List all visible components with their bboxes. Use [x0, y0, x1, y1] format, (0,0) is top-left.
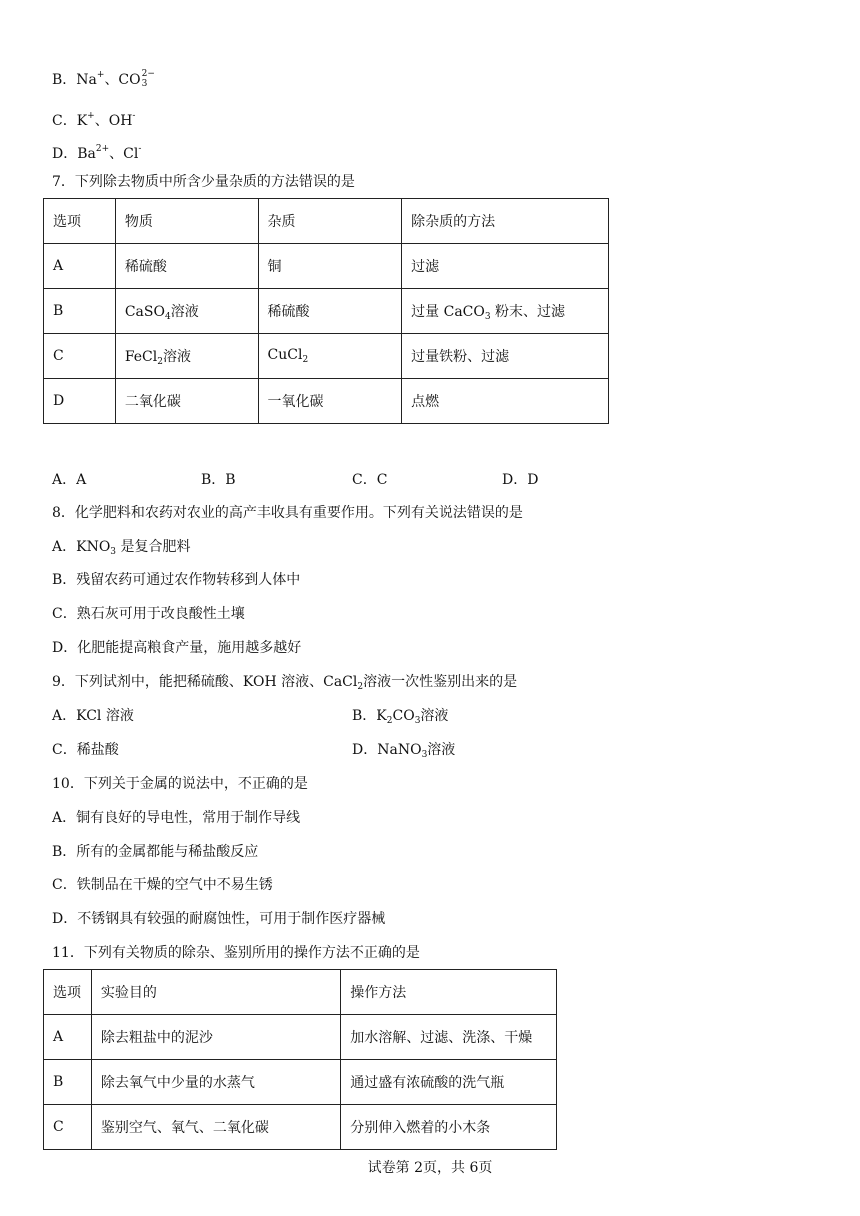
q6-option-c: C．K+、OH-	[52, 111, 136, 129]
q10-option-a: A．铜有良好的导电性，常用于制作导线	[52, 810, 301, 826]
table-cell: A	[44, 1015, 92, 1060]
table-row	[44, 1015, 557, 1060]
q6-option-b: B．Na+、CO 2− 3	[52, 69, 155, 89]
q9-option-b: B．$K_2CO_3$溶液	[352, 708, 449, 726]
q8-option-b: B．残留农药可通过农作物转移到人体中	[52, 572, 301, 588]
table-cell: 稀硫酸	[258, 289, 402, 334]
q7-answer-b: B．B	[201, 472, 236, 488]
table-cell: 加水溶解、过滤、洗涤、干燥	[341, 1015, 557, 1060]
q7-answer-d: D．D	[502, 472, 539, 488]
table-cell: CaSO$_4$溶液	[115, 289, 258, 334]
table-cell: 除去氧气中少量的水蒸气	[91, 1060, 340, 1105]
q9-option-c: C．稀盐酸	[52, 742, 119, 758]
table-cell: D	[44, 379, 116, 424]
q10-option-c: C．铁制品在干燥的空气中不易生锈	[52, 877, 273, 893]
q8-option-d: D．化肥能提高粮食产量，施用越多越好	[52, 640, 302, 656]
table-cell: B	[44, 289, 116, 334]
table-row	[44, 1105, 557, 1150]
table-cell: FeCl$_2$溶液	[115, 334, 258, 379]
table-cell: 铜	[258, 244, 402, 289]
table-row	[44, 289, 609, 334]
table-cell: 点燃	[402, 379, 609, 424]
page-footer: 试卷第 2页，共 6页	[367, 1160, 493, 1176]
table-header-row	[44, 199, 609, 244]
table-cell: 过滤	[402, 244, 609, 289]
table-row	[44, 379, 609, 424]
q10-stem: 10．下列关于金属的说法中，不正确的是	[52, 776, 308, 792]
q11-table	[43, 969, 557, 1150]
q10-option-b: B．所有的金属都能与稀盐酸反应	[52, 844, 259, 860]
q7-answer-c: C．C	[352, 472, 388, 488]
table-cell: 稀硫酸	[115, 244, 258, 289]
q6-option-d: D．$Ba^{2+}$、Cl-	[52, 144, 142, 162]
q8-option-a: A．$KNO_3$ 是复合肥料	[52, 539, 191, 557]
q9-option-d: D．NaNO$_3$溶液	[352, 742, 456, 760]
q7-table	[43, 198, 609, 424]
q9-option-a: A．KCl 溶液	[52, 708, 134, 724]
table-cell: A	[44, 244, 116, 289]
table-cell: 二氧化碳	[115, 379, 258, 424]
table-cell: 除去粗盐中的泥沙	[91, 1015, 340, 1060]
q10-option-d: D．不锈钢具有较强的耐腐蚀性，可用于制作医疗器械	[52, 911, 386, 927]
q11-stem: 11．下列有关物质的除杂、鉴别所用的操作方法不正确的是	[52, 945, 420, 961]
table-row	[44, 334, 609, 379]
q8-stem: 8．化学肥料和农药对农业的高产丰收具有重要作用。下列有关说法错误的是	[52, 505, 523, 521]
table-cell: 过量 CaCO$_3$ 粉末、过滤	[402, 289, 609, 334]
q7-answer-a: A．A	[52, 472, 87, 488]
q7-stem: 7．下列除去物质中所含少量杂质的方法错误的是	[52, 174, 355, 190]
table-header: 杂质	[258, 199, 402, 244]
table-cell: C	[44, 1105, 92, 1150]
table-cell: B	[44, 1060, 92, 1105]
table-cell: CuCl$_2$	[258, 334, 402, 379]
table-row	[44, 1060, 557, 1105]
table-cell: 鉴别空气、氧气、二氧化碳	[91, 1105, 340, 1150]
table-header: 选项	[44, 970, 92, 1015]
q8-option-c: C．熟石灰可用于改良酸性土壤	[52, 606, 245, 622]
table-header: 物质	[115, 199, 258, 244]
table-header-row	[44, 970, 557, 1015]
q9-stem: 9．下列试剂中，能把稀硫酸、KOH 溶液、CaCl$_2$溶液一次性鉴别出来的是	[52, 674, 518, 692]
table-header: 除杂质的方法	[402, 199, 609, 244]
table-header: 实验目的	[91, 970, 340, 1015]
table-cell: C	[44, 334, 116, 379]
table-cell: 通过盛有浓硫酸的洗气瓶	[341, 1060, 557, 1105]
table-row	[44, 244, 609, 289]
table-header: 选项	[44, 199, 116, 244]
table-header: 操作方法	[341, 970, 557, 1015]
table-cell: 一氧化碳	[258, 379, 402, 424]
table-cell: 分别伸入燃着的小木条	[341, 1105, 557, 1150]
table-cell: 过量铁粉、过滤	[402, 334, 609, 379]
